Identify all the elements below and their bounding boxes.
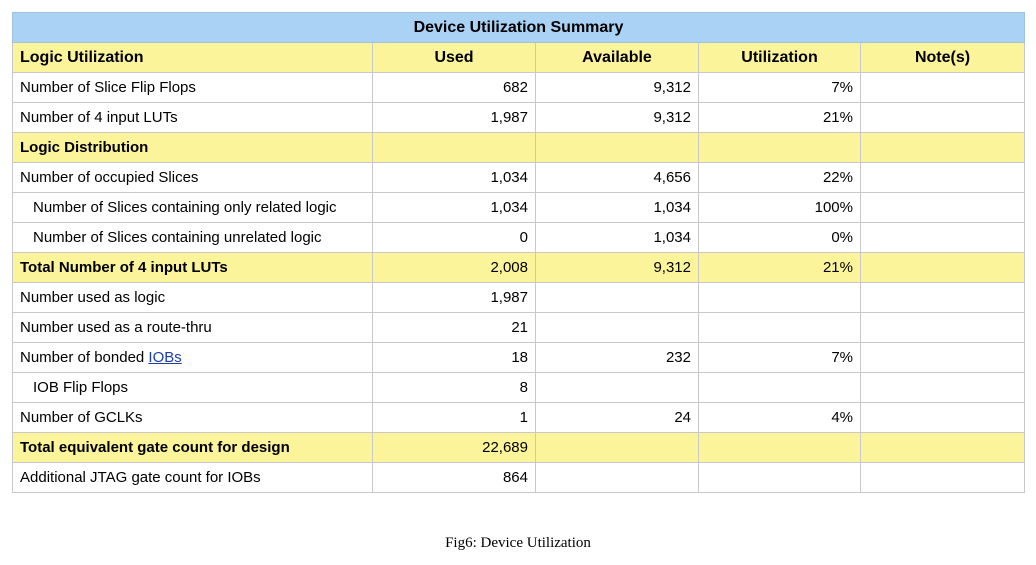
utilization-cell: 0%	[699, 223, 861, 253]
utilization-cell	[699, 283, 861, 313]
used-cell: 0	[373, 223, 536, 253]
notes-cell	[861, 163, 1025, 193]
notes-cell	[861, 103, 1025, 133]
header-notes: Note(s)	[861, 43, 1025, 73]
row-label: Number used as logic	[13, 283, 373, 313]
utilization-cell	[699, 463, 861, 493]
header-used: Used	[373, 43, 536, 73]
utilization-cell	[699, 373, 861, 403]
section-label: Total equivalent gate count for design	[13, 433, 373, 463]
row-label: Number of occupied Slices	[13, 163, 373, 193]
used-cell: 1,987	[373, 283, 536, 313]
device-utilization-table-container	[12, 12, 1024, 493]
row-label: Number of 4 input LUTs	[13, 103, 373, 133]
row-label: Number of GCLKs	[13, 403, 373, 433]
utilization-cell	[699, 433, 861, 463]
utilization-cell: 100%	[699, 193, 861, 223]
available-cell: 4,656	[536, 163, 699, 193]
available-cell: 24	[536, 403, 699, 433]
notes-cell	[861, 253, 1025, 283]
header-available: Available	[536, 43, 699, 73]
used-cell: 1,987	[373, 103, 536, 133]
section-row-logic-distribution	[13, 133, 1025, 163]
available-cell: 9,312	[536, 253, 699, 283]
used-cell: 1,034	[373, 193, 536, 223]
available-cell: 9,312	[536, 73, 699, 103]
table-row	[13, 283, 1025, 313]
used-cell: 1,034	[373, 163, 536, 193]
table-row	[13, 73, 1025, 103]
row-label: Number of Slices containing only related logic	[13, 193, 373, 223]
header-logic-utilization: Logic Utilization	[13, 43, 373, 73]
notes-cell	[861, 283, 1025, 313]
used-cell: 1	[373, 403, 536, 433]
row-label	[13, 343, 373, 373]
table-title: Device Utilization Summary	[13, 13, 1025, 43]
used-cell: 682	[373, 73, 536, 103]
table-title-row	[13, 13, 1025, 43]
figure-caption: Fig6: Device Utilization	[445, 535, 591, 551]
notes-cell	[861, 313, 1025, 343]
iobs-link[interactable]: IOBs	[148, 349, 182, 366]
table-row	[13, 403, 1025, 433]
used-cell: 22,689	[373, 433, 536, 463]
available-cell	[536, 433, 699, 463]
available-cell: 1,034	[536, 193, 699, 223]
section-label: Total Number of 4 input LUTs	[13, 253, 373, 283]
notes-cell	[861, 433, 1025, 463]
utilization-cell: 22%	[699, 163, 861, 193]
table-row	[13, 223, 1025, 253]
table-header-row	[13, 43, 1025, 73]
section-row-total-gate-count	[13, 433, 1025, 463]
table-row	[13, 373, 1025, 403]
row-label: IOB Flip Flops	[13, 373, 373, 403]
notes-cell	[861, 463, 1025, 493]
notes-cell	[861, 193, 1025, 223]
utilization-cell: 21%	[699, 103, 861, 133]
available-cell	[536, 313, 699, 343]
utilization-cell: 21%	[699, 253, 861, 283]
used-cell: 18	[373, 343, 536, 373]
row-label: Additional JTAG gate count for IOBs	[13, 463, 373, 493]
utilization-cell: 4%	[699, 403, 861, 433]
used-cell: 21	[373, 313, 536, 343]
available-cell	[536, 373, 699, 403]
notes-cell	[861, 343, 1025, 373]
used-cell	[373, 133, 536, 163]
available-cell: 1,034	[536, 223, 699, 253]
section-label: Logic Distribution	[13, 133, 373, 163]
notes-cell	[861, 373, 1025, 403]
header-utilization: Utilization	[699, 43, 861, 73]
notes-cell	[861, 223, 1025, 253]
used-cell: 2,008	[373, 253, 536, 283]
table-row	[13, 193, 1025, 223]
row-label: Number of Slice Flip Flops	[13, 73, 373, 103]
used-cell: 864	[373, 463, 536, 493]
row-label-prefix: Number of bonded	[20, 349, 149, 366]
utilization-cell	[699, 133, 861, 163]
available-cell	[536, 133, 699, 163]
row-label: Number of Slices containing unrelated logic	[13, 223, 373, 253]
table-row	[13, 313, 1025, 343]
utilization-cell: 7%	[699, 73, 861, 103]
available-cell	[536, 283, 699, 313]
notes-cell	[861, 73, 1025, 103]
utilization-cell	[699, 313, 861, 343]
available-cell	[536, 463, 699, 493]
notes-cell	[861, 133, 1025, 163]
table-row	[13, 163, 1025, 193]
notes-cell	[861, 403, 1025, 433]
available-cell: 232	[536, 343, 699, 373]
available-cell: 9,312	[536, 103, 699, 133]
section-row-total-luts	[13, 253, 1025, 283]
utilization-cell: 7%	[699, 343, 861, 373]
device-utilization-table	[12, 12, 1025, 493]
row-label: Number used as a route-thru	[13, 313, 373, 343]
table-row	[13, 343, 1025, 373]
used-cell: 8	[373, 373, 536, 403]
table-row	[13, 103, 1025, 133]
table-row	[13, 463, 1025, 493]
